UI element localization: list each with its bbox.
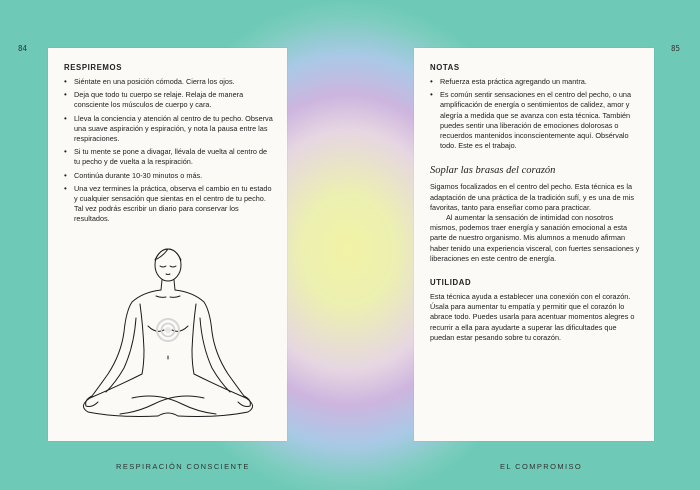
list-item: • Es común sentir sensaciones en el centro del pecho, o una amplificación de energía o sentimientos de calidez, amor y alegría a medida que se avanza con esta técnica. También puedes sentir una liberación de emociones dolorosas o recuerdos mantenidos inconscientemente aquí. Obsérvalo todo. Este es el trabajo. [430, 90, 640, 151]
footer-right: EL COMPROMISO [500, 462, 583, 471]
page-number-right: 85 [671, 44, 681, 53]
list-item: • Continúa durante 10-30 minutos o más. [64, 171, 273, 181]
list-item: • Refuerza esta práctica agregando un mantra. [430, 77, 640, 87]
notes-list [430, 77, 640, 151]
meditation-figure-illustration [48, 246, 287, 441]
right-card [414, 48, 654, 441]
list-item: • Una vez termines la práctica, observa el cambio en tu estado y cualquier sensación que sientas en el centro de tu pecho. Tal vez podrás escribir un diario para conservar los resultados. [64, 184, 273, 225]
heading-respiremos: RESPIREMOS [64, 63, 122, 72]
heading-utilidad: UTILIDAD [430, 278, 472, 288]
left-card-content [64, 63, 273, 228]
list-item: • Siéntate en una posición cómoda. Cierra los ojos. [64, 77, 273, 87]
paragraph: Al aumentar la sensación de intimidad con nosotros mismos, podemos traer energía y sanación emocional a esta parte de nuestro organismo. Mis alumnos a menudo afirman haber tenido una experiencia visceral, con fuertes sensaciones y liberaciones en este centro de energía. [430, 213, 640, 263]
page-number-left: 84 [18, 44, 28, 53]
instruction-list [64, 77, 273, 225]
list-item: • Deja que todo tu cuerpo se relaje. Relaja de manera consciente los músculos de cuerpo y cara. [64, 90, 273, 110]
left-card [48, 48, 287, 441]
paragraph: Sigamos focalizados en el centro del pecho. Esta técnica es la adaptación de una práctica de la tradición sufí, y es una de mis favoritas, tanto para enseñar como para practicar. [430, 182, 635, 212]
section-subheading: Soplar las brasas del corazón [430, 165, 556, 177]
heading-notas: NOTAS [430, 63, 460, 72]
right-card-content [430, 63, 640, 343]
footer-left: RESPIRACIÓN CONSCIENTE [116, 462, 250, 471]
paragraph: Esta técnica ayuda a establecer una conexión con el corazón. Úsala para aumentar tu empatía y permitir que el corazón lo abrace todo. Puedes usarla para acentuar momentos alegres o recurrir a ella para ayudarte a superar las dificultades que puedan estar pesando sobre tu corazón. [430, 292, 635, 342]
list-item: • Si tu mente se pone a divagar, llévala de vuelta al centro de tu pecho y de vuelta a la respiración. [64, 147, 273, 167]
list-item: • Lleva la conciencia y atención al centro de tu pecho. Observa una suave aspiración y espiración, y nota la pausa entre las respiraciones. [64, 114, 273, 145]
